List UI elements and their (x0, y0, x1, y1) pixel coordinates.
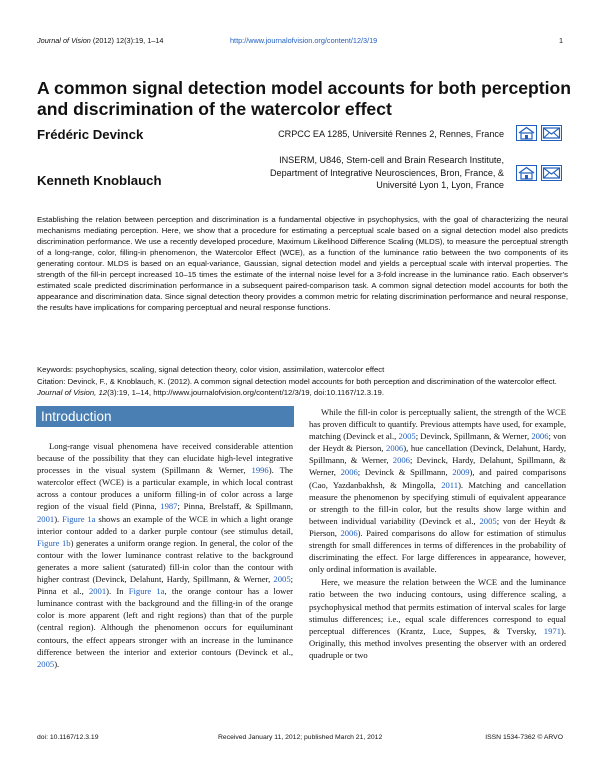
author-1-links (516, 125, 562, 141)
reference-link[interactable]: 2006 (340, 467, 358, 478)
page-footer (37, 734, 563, 746)
body-column-right (309, 406, 566, 661)
homepage-icon[interactable] (516, 165, 537, 181)
journal-citation: Journal of Vision (2012) 12(3):19, 1–14 (37, 36, 164, 45)
author-name-1: Frédéric Devinck (37, 127, 144, 142)
reference-link[interactable]: 2006 (340, 527, 358, 538)
paragraph: Long-range visual phenomena have received considerable attention because of the possibility that they can elucidate high-level integrative processes in the visual system (Spillmann & Werner, 1996). The watercolor effect (WCE) is a particular example, in which local contrast across a contour produces a uniform filling-in of color across a large region of the visual field (Pinna, 1987; Pinna, Brelstaff, & Spillmann, 2001). Figure 1a shows an example of the WCE in which a light orange interior contour added to a darker purple contour (see stimulus detail, Figure 1b) generates a uniform orange region. In general, the color of the contour with the lower luminance contrast relative to the background generates a more salient (saturated) fill-in color than the contour with higher contrast (Devinck, Delahunt, Hardy, Spillmann, & Werner, 2005; Pinna et al., 2001). In Figure 1a, the orange contour has a lower luminance contrast with the background and the filling-in of the orange color is more apparent (left and right regions) than that of the purple (central region). Although the phenomenon occurs for equiluminant contours, the effect appears stronger with an increase in the luminance difference between the interior and exterior contours (Devinck et al., 2005). (37, 441, 293, 669)
running-header (37, 36, 563, 48)
section-heading-introduction: Introduction (36, 406, 294, 427)
page-number: 1 (558, 36, 563, 45)
homepage-icon[interactable] (516, 125, 537, 141)
footer-doi: doi: 10.1167/12.3.19 (37, 734, 99, 741)
journal-url-link[interactable]: http://www.journalofvision.org/content/12/3/19 (230, 36, 378, 45)
reference-link[interactable]: 2009 (452, 467, 470, 478)
abstract: Establishing the relation between perception and discrimination is a fundamental objective in psychophysics, with the goal of characterizing the neural mechanisms mediating perception. Here, we show that a procedure for estimating a perceptual scale based on a signal detection model also predicts discrimination performance. We use a recently developed procedure, Maximum Likelihood Difference Scaling (MLDS), to measure the perceptual strength of a long-range, color, filling-in phenomenon, the Watercolor Effect (WCE), as a function of the luminance ratio between the two components of its generating contour. MLDS is based on an equal-variance, Gaussian, signal detection model and yields a perceptual scale with interval properties. The strength of the fill-in percept increased 10–15 times the estimate of the internal noise level for a 3-fold increase in the luminance ratio. Each observer's estimated scale predicted discrimination performance in a subsequent paired-comparison task. A common signal detection model accounts for both the appearance and discrimination data. Since signal detection theory provides a common metric for relating discrimination performance and neural response, the results have implications for comparing perceptual and neural response functions. (37, 215, 568, 313)
reference-link[interactable]: 2005 (479, 515, 497, 526)
affiliation-line: Université Lyon 1, Lyon, France (376, 180, 504, 191)
paragraph: While the fill-in color is perceptually salient, the strength of the WCE has proven difficult to quantify. Previous attempts have used, for example, matching (Devinck et al., 2005; Devinck, Spillmann, & Werner, 2006; von der Heydt & Pierson, 2006), hue cancellation (Devinck, Delahunt, Hardy, Spillmann, & Werner, 2006; Devinck, Hardy, Delahunt, Spillmann, & Werner, 2006; Devinck & Spillmann, 2009), and paired comparisons (Cao, Yazdanbakhsh, & Mingolla, 2011). Matching and cancellation measure the phenomenon by specifying stimuli of equivalent appearance or strength to the fill-in color, but the results show large within and between individual variability (Devinck et al., 2005; von der Heydt & Pierson, 2006). Paired comparisons do allow for estimation of stimulus strength for small differences in terms of differences in the probability of discriminating the effect. For large differences in appearance, however, only ordinal information is available. (309, 407, 567, 575)
affiliation-line: Department of Integrative Neurosciences, Bron, France, & (269, 167, 504, 178)
body-column-left (37, 440, 293, 670)
reference-link[interactable]: 2005 (398, 431, 416, 442)
footer-dates: Received January 11, 2012; published March 21, 2012 (218, 734, 383, 741)
figure-link[interactable]: Figure 1a (128, 586, 165, 597)
paragraph: Here, we measure the relation between the WCE and the luminance ratio between the two inducing contours, using difference scaling, a psychophysical method that permits estimation of interval scales for large stimulus differences; i.e., equal scale differences correspond to equal perceptual differences (Krantz, Luce, Suppes, & Tversky, 1971). Originally, this method involves presenting the observer with an ordered quadruple or two (309, 577, 566, 660)
reference-link[interactable]: 1971 (543, 625, 561, 636)
reference-link[interactable]: 2005 (273, 574, 291, 585)
email-icon[interactable] (541, 125, 562, 141)
reference-link[interactable]: 2001 (37, 513, 55, 524)
keywords: Keywords: psychophysics, scaling, signal detection theory, color vision, assimilation, watercolor effect (37, 365, 385, 374)
affiliation-line: INSERM, U846, Stem-cell and Brain Research Institute, (279, 155, 504, 165)
email-icon[interactable] (541, 165, 562, 181)
figure-link[interactable]: Figure 1a (62, 513, 96, 524)
footer-issn: ISSN 1534-7362 © ARVO (485, 734, 563, 741)
author-2-links (516, 165, 562, 181)
reference-link[interactable]: 2005 (37, 658, 55, 669)
reference-link[interactable]: 2006 (531, 431, 549, 442)
reference-link[interactable]: 1996 (251, 465, 269, 476)
reference-link[interactable]: 2011 (441, 479, 459, 490)
author-affiliation-1 (230, 128, 504, 141)
article-title: A common signal detection model accounts for both perception and discrimination of the watercolor effect (37, 78, 572, 119)
reference-link[interactable]: 2006 (386, 443, 404, 454)
author-name-2: Kenneth Knoblauch (37, 173, 162, 188)
reference-link[interactable]: 1987 (160, 501, 178, 512)
citation: Citation: Devinck, F., & Knoblauch, K. (2012). A common signal detection model accounts for both perception and discrimination of the watercolor effect. Journal of Vision, 12(3):19, 1–14, http://www.journalofvision.org/content/12/3/19, doi:10.1167/12.3.19. (37, 377, 557, 398)
affiliation-line: CRPCC EA 1285, Université Rennes 2, Rennes, France (278, 129, 504, 139)
reference-link[interactable]: 2006 (392, 455, 410, 466)
reference-link[interactable]: 2001 (88, 586, 107, 597)
figure-link[interactable]: Figure 1b (37, 537, 71, 548)
author-affiliation-2 (200, 154, 504, 192)
